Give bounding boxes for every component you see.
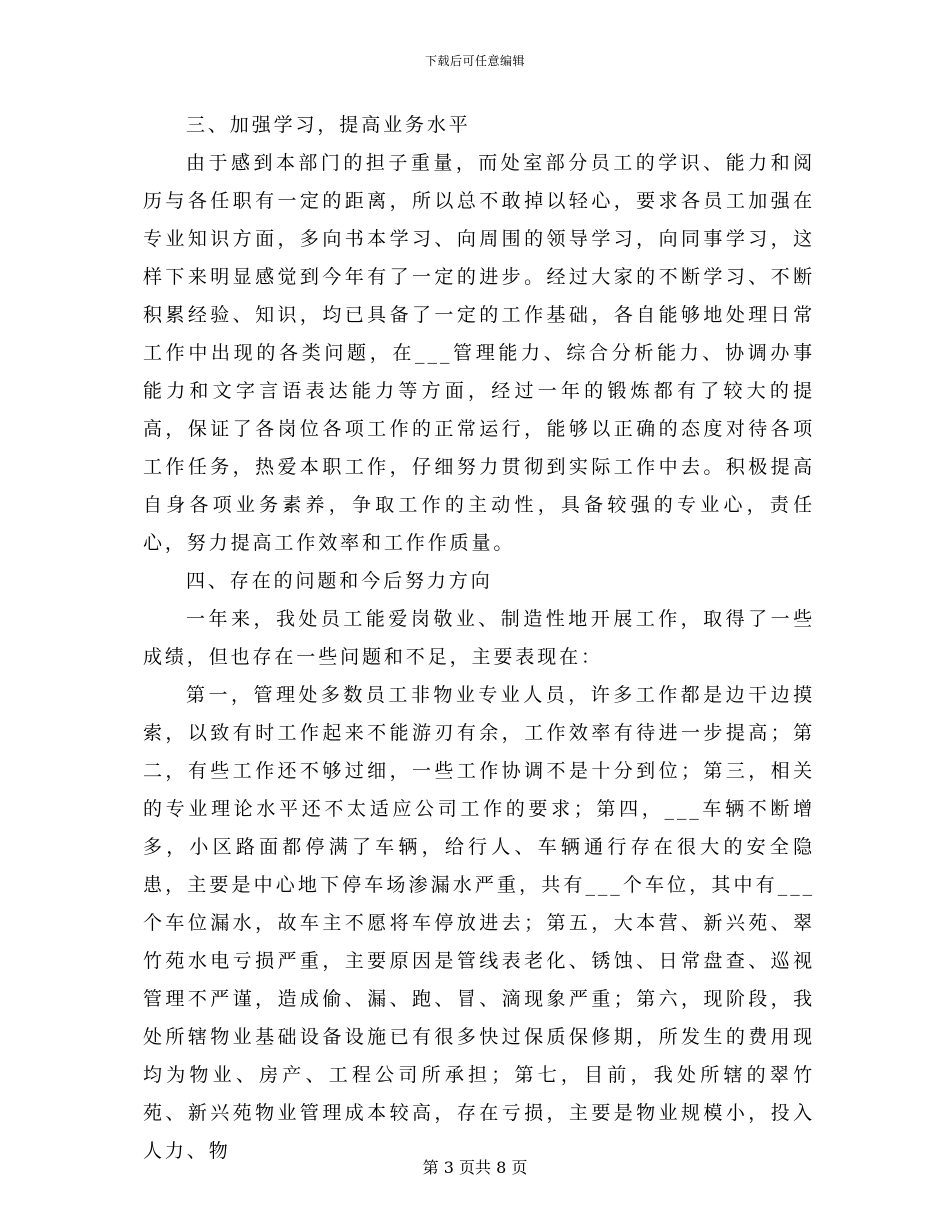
- paragraph-learning: 由于感到本部门的担子重量，而处室部分员工的学识、能力和阅历与各任职有一定的距离，所以总不敢掉以轻心，要求各员工加强在专业知识方面，多向书本学习、向周围的领导学习，向同事学习，这样下来明显感觉到今年有了一定的进步。经过大家的不断学习、不断积累经验、知识，均已具备了一定的工作基础，各自能够地处理日常工作中出现的各类问题，在___管理能力、综合分析能力、协调办事能力和文字言语表达能力等方面，经过一年的锻炼都有了较大的提高，保证了各岗位各项工作的正常运行，能够以正确的态度对待各项工作任务，热爱本职工作，仔细努力贯彻到实际工作中去。积极提高自身各项业务素养，争取工作的主动性，具备较强的专业心，责任心，努力提高工作效率和工作作质量。: [143, 152, 815, 554]
- page-header-note: 下载后可任意编辑: [424, 54, 525, 68]
- paragraph-intro-problems: 一年来，我处员工能爱岗敬业、制造性地开展工作，取得了一些成绩，但也存在一些问题和不足，主要表现在：: [143, 608, 815, 668]
- section-heading-3: 三、加强学习，提高业务水平: [186, 114, 471, 136]
- section-heading-4: 四、存在的问题和今后努力方向: [186, 570, 493, 592]
- page-number-footer: 第 3 页共 8 页: [422, 1158, 528, 1177]
- paragraph-problem-list: 第一，管理处多数员工非物业专业人员，许多工作都是边干边摸索，以致有时工作起来不能游刃有余，工作效率有待进一步提高；第二，有些工作还不够过细，一些工作协调不是十分到位；第三，相关的专业理论水平还不太适应公司工作的要求；第四，___车辆不断增多，小区路面都停满了车辆，给行人、车辆通行存在很大的安全隐患，主要是中心地下停车场渗漏水严重，共有___个车位，其中有___个车位漏水，故车主不愿将车停放进去；第五，大本营、新兴苑、翠竹苑水电亏损严重，主要原因是管线表老化、锈蚀、日常盘查、巡视管理不严谨，造成偷、漏、跑、冒、滴现象严重；第六，现阶段，我处所辖物业基础设备设施已有很多快过保质保修期，所发生的费用现均为物业、房产、工程公司所承担；第七，目前，我处所辖的翠竹苑、新兴苑物业管理成本较高，存在亏损，主要是物业规模小，投入人力、物: [143, 684, 815, 1162]
- document-body: [143, 106, 815, 1170]
